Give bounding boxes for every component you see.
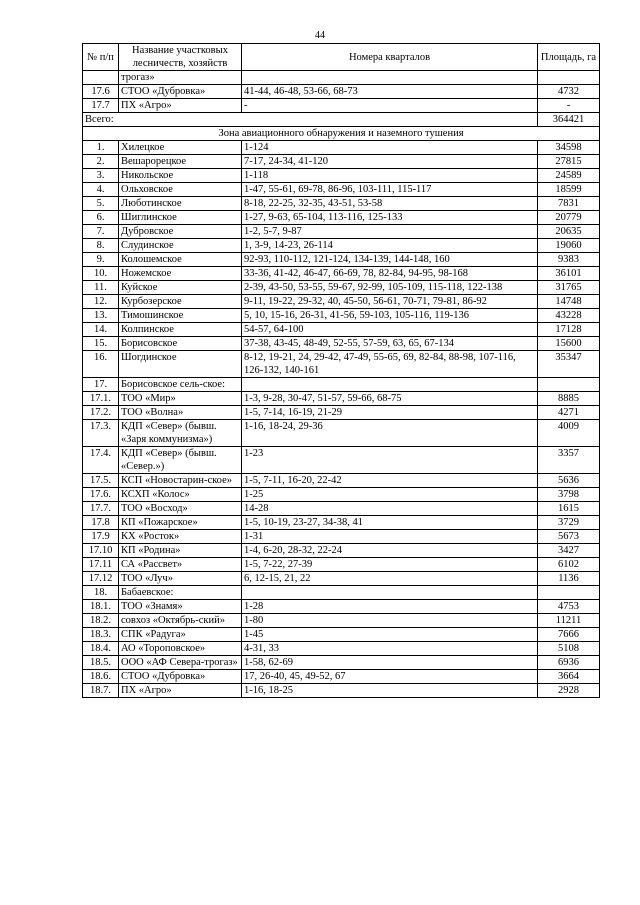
row-number: 17. (83, 378, 119, 392)
row-number: 18.2. (83, 614, 119, 628)
row-name: Бабаевское: (119, 586, 242, 600)
row-number: 4. (83, 183, 119, 197)
row-name: Слудинское (119, 239, 242, 253)
table-row (83, 516, 600, 530)
row-number: 17.7 (83, 99, 119, 113)
row-quarters: 5, 10, 15-16, 26-31, 41-56, 59-103, 105-116, 119-136 (242, 309, 538, 323)
row-name: СА «Рассвет» (119, 558, 242, 572)
row-number: 17.7. (83, 502, 119, 516)
row-quarters: 1-58, 62-69 (242, 656, 538, 670)
total-label: Всего: (83, 113, 538, 127)
row-number: 17.8 (83, 516, 119, 530)
row-area: 43228 (538, 309, 600, 323)
table-body (83, 71, 600, 698)
row-quarters: - (242, 99, 538, 113)
row-name: ООО «АФ Севера-трогаз» (119, 656, 242, 670)
row-name: Люботинское (119, 197, 242, 211)
row-number: 17.10 (83, 544, 119, 558)
row-quarters: 1-118 (242, 169, 538, 183)
table-row (83, 600, 600, 614)
row-quarters: 1-27, 9-63, 65-104, 113-116, 125-133 (242, 211, 538, 225)
row-name: Вешарорецкое (119, 155, 242, 169)
row-number: 17.6 (83, 85, 119, 99)
row-quarters: 2-39, 43-50, 53-55, 59-67, 92-99, 105-109, 115-118, 122-138 (242, 281, 538, 295)
table-row (83, 197, 600, 211)
table-row (83, 323, 600, 337)
row-area: 3427 (538, 544, 600, 558)
table-row (83, 211, 600, 225)
table-row (83, 99, 600, 113)
row-name: КСП «Новостарин-ское» (119, 474, 242, 488)
row-number: 3. (83, 169, 119, 183)
row-area: 4009 (538, 420, 600, 447)
row-area: 3729 (538, 516, 600, 530)
row-name: СТОО «Дубровка» (119, 670, 242, 684)
continuation-row (83, 71, 600, 85)
row-number: 9. (83, 253, 119, 267)
total-value: 364421 (538, 113, 600, 127)
row-number: 17.2. (83, 406, 119, 420)
row-area: 20779 (538, 211, 600, 225)
table-row (83, 281, 600, 295)
row-name: ТОО «Знамя» (119, 600, 242, 614)
row-name: Колошемское (119, 253, 242, 267)
row-area: 36101 (538, 267, 600, 281)
header-num: № п/п (83, 44, 119, 71)
row-name: КП «Пожарское» (119, 516, 242, 530)
row-quarters: 6, 12-15, 21, 22 (242, 572, 538, 586)
table-header-row (83, 44, 600, 71)
row-quarters: 9-11, 19-22, 29-32, 40, 45-50, 56-61, 70-71, 79-81, 86-92 (242, 295, 538, 309)
row-quarters: 1-3, 9-28, 30-47, 51-57, 59-66, 68-75 (242, 392, 538, 406)
row-name: Борисовское (119, 337, 242, 351)
row-area: 19060 (538, 239, 600, 253)
row-quarters: 1-45 (242, 628, 538, 642)
row-number: 6. (83, 211, 119, 225)
row-area: 15600 (538, 337, 600, 351)
table-row (83, 670, 600, 684)
row-name: КХ «Росток» (119, 530, 242, 544)
row-name: Шогдинское (119, 351, 242, 378)
row-name: Курбозерское (119, 295, 242, 309)
row-number: 5. (83, 197, 119, 211)
row-number: 11. (83, 281, 119, 295)
row-area: 5636 (538, 474, 600, 488)
row-name: СПК «Радуга» (119, 628, 242, 642)
row-area: 3357 (538, 447, 600, 474)
row-quarters: 1-4, 6-20, 28-32, 22-24 (242, 544, 538, 558)
row-quarters: 17, 26-40, 45, 49-52, 67 (242, 670, 538, 684)
row-area: 1615 (538, 502, 600, 516)
row-quarters: 1-16, 18-24, 29-36 (242, 420, 538, 447)
table-row (83, 351, 600, 378)
table-row (83, 225, 600, 239)
row-number: 18.5. (83, 656, 119, 670)
row-number: 14. (83, 323, 119, 337)
row-area: 2928 (538, 684, 600, 698)
row-area: 17128 (538, 323, 600, 337)
row-number: 18.6. (83, 670, 119, 684)
row-number: 7. (83, 225, 119, 239)
row-quarters: 1-5, 7-11, 16-20, 22-42 (242, 474, 538, 488)
row-area: 11211 (538, 614, 600, 628)
row-name: Куйское (119, 281, 242, 295)
row-area: 5108 (538, 642, 600, 656)
row-quarters: 8-12, 19-21, 24, 29-42, 47-49, 55-65, 69, 82-84, 88-98, 107-116, 126-132, 140-161 (242, 351, 538, 378)
table-row (83, 406, 600, 420)
row-quarters: 1-25 (242, 488, 538, 502)
row-area: 8885 (538, 392, 600, 406)
row-quarters: 14-28 (242, 502, 538, 516)
row-number: 17.1. (83, 392, 119, 406)
forestry-quarters-table (82, 43, 600, 698)
row-name: Никольское (119, 169, 242, 183)
row-area: 35347 (538, 351, 600, 378)
page-number: 44 (315, 30, 325, 41)
row-quarters: 1-23 (242, 447, 538, 474)
table-row (83, 169, 600, 183)
table-row (83, 488, 600, 502)
row-quarters: 1, 3-9, 14-23, 26-114 (242, 239, 538, 253)
table-row (83, 253, 600, 267)
row-area: 7831 (538, 197, 600, 211)
row-name: Ножемское (119, 267, 242, 281)
table-row (83, 295, 600, 309)
row-name: Хилецкое (119, 141, 242, 155)
table-row (83, 572, 600, 586)
row-quarters: 7-17, 24-34, 41-120 (242, 155, 538, 169)
header-name: Название участковых лесничеств, хозяйств (119, 44, 242, 71)
row-quarters: 41-44, 46-48, 53-66, 68-73 (242, 85, 538, 99)
row-number: 17.3. (83, 420, 119, 447)
row-number: 15. (83, 337, 119, 351)
row-area: 3798 (538, 488, 600, 502)
row-number: 13. (83, 309, 119, 323)
row-area (538, 378, 600, 392)
table-row (83, 420, 600, 447)
row-quarters: 1-124 (242, 141, 538, 155)
row-quarters: 1-31 (242, 530, 538, 544)
row-area: 4753 (538, 600, 600, 614)
total-row (83, 113, 600, 127)
table-row (83, 642, 600, 656)
row-number: 17.5. (83, 474, 119, 488)
row-area: 31765 (538, 281, 600, 295)
table-row (83, 267, 600, 281)
table-row (83, 586, 600, 600)
table-row (83, 558, 600, 572)
table-row (83, 85, 600, 99)
row-area: 6936 (538, 656, 600, 670)
row-area: - (538, 99, 600, 113)
table-row (83, 239, 600, 253)
row-area: 27815 (538, 155, 600, 169)
row-area: 18599 (538, 183, 600, 197)
row-number: 16. (83, 351, 119, 378)
row-number: 18. (83, 586, 119, 600)
row-name: КДП «Север» (бывш. «Заря коммунизма») (119, 420, 242, 447)
row-area: 4271 (538, 406, 600, 420)
row-name: Ольховское (119, 183, 242, 197)
row-number: 10. (83, 267, 119, 281)
row-area: 5673 (538, 530, 600, 544)
continuation-text: трогаз» (119, 71, 242, 85)
row-number: 17.9 (83, 530, 119, 544)
row-number: 8. (83, 239, 119, 253)
row-name: КП «Родина» (119, 544, 242, 558)
table-row (83, 628, 600, 642)
row-name: ТОО «Волна» (119, 406, 242, 420)
row-quarters: 33-36, 41-42, 46-47, 66-69, 78, 82-84, 94-95, 98-168 (242, 267, 538, 281)
row-area: 24589 (538, 169, 600, 183)
table-row (83, 530, 600, 544)
row-area (538, 586, 600, 600)
row-number: 2. (83, 155, 119, 169)
row-number: 18.1. (83, 600, 119, 614)
row-name: Тимошинское (119, 309, 242, 323)
row-area: 6102 (538, 558, 600, 572)
table-row (83, 183, 600, 197)
row-name: АО «Тороповское» (119, 642, 242, 656)
table-row (83, 392, 600, 406)
row-quarters: 1-5, 7-14, 16-19, 21-29 (242, 406, 538, 420)
row-number: 18.7. (83, 684, 119, 698)
row-area: 14748 (538, 295, 600, 309)
row-area: 20635 (538, 225, 600, 239)
row-number: 1. (83, 141, 119, 155)
table-row (83, 684, 600, 698)
row-area: 4732 (538, 85, 600, 99)
table-row (83, 502, 600, 516)
row-area: 1136 (538, 572, 600, 586)
row-quarters: 37-38, 43-45, 48-49, 52-55, 57-59, 63, 65, 67-134 (242, 337, 538, 351)
section-title: Зона авиационного обнаружения и наземного тушения (83, 127, 600, 141)
row-quarters: 1-28 (242, 600, 538, 614)
row-name: КСХП «Колос» (119, 488, 242, 502)
row-number: 17.12 (83, 572, 119, 586)
table-row (83, 656, 600, 670)
row-quarters: 4-31, 33 (242, 642, 538, 656)
row-name: ТОО «Луч» (119, 572, 242, 586)
table-row (83, 544, 600, 558)
row-area: 7666 (538, 628, 600, 642)
row-area: 34598 (538, 141, 600, 155)
row-number: 18.3. (83, 628, 119, 642)
header-quarters: Номера кварталов (242, 44, 538, 71)
row-number: 12. (83, 295, 119, 309)
row-name: Шиглинское (119, 211, 242, 225)
table-row (83, 474, 600, 488)
table-row (83, 447, 600, 474)
row-area: 9383 (538, 253, 600, 267)
row-quarters: 54-57, 64-100 (242, 323, 538, 337)
row-name: Дубровское (119, 225, 242, 239)
row-quarters: 1-5, 7-22, 27-39 (242, 558, 538, 572)
row-name: СТОО «Дубровка» (119, 85, 242, 99)
row-quarters: 1-47, 55-61, 69-78, 86-96, 103-111, 115-117 (242, 183, 538, 197)
row-quarters: 1-2, 5-7, 9-87 (242, 225, 538, 239)
table-row (83, 309, 600, 323)
row-name: КДП «Север» (бывш. «Север.») (119, 447, 242, 474)
row-quarters: 8-18, 22-25, 32-35, 43-51, 53-58 (242, 197, 538, 211)
row-quarters: 1-16, 18-25 (242, 684, 538, 698)
row-number: 18.4. (83, 642, 119, 656)
row-name: ПХ «Агро» (119, 684, 242, 698)
table-row (83, 141, 600, 155)
row-name: ТОО «Мир» (119, 392, 242, 406)
row-name: ТОО «Восход» (119, 502, 242, 516)
table-row (83, 378, 600, 392)
row-quarters (242, 586, 538, 600)
table-row (83, 337, 600, 351)
row-name: ПХ «Агро» (119, 99, 242, 113)
row-number: 17.4. (83, 447, 119, 474)
row-area: 3664 (538, 670, 600, 684)
section-row (83, 127, 600, 141)
row-name: совхоз «Октябрь-ский» (119, 614, 242, 628)
row-number: 17.6. (83, 488, 119, 502)
table-row (83, 614, 600, 628)
row-quarters (242, 378, 538, 392)
row-quarters: 1-5, 10-19, 23-27, 34-38, 41 (242, 516, 538, 530)
row-quarters: 1-80 (242, 614, 538, 628)
row-name: Колпинское (119, 323, 242, 337)
header-area: Площадь, га (538, 44, 600, 71)
table-row (83, 155, 600, 169)
row-name: Борисовское сель-ское: (119, 378, 242, 392)
row-number: 17.11 (83, 558, 119, 572)
row-quarters: 92-93, 110-112, 121-124, 134-139, 144-148, 160 (242, 253, 538, 267)
